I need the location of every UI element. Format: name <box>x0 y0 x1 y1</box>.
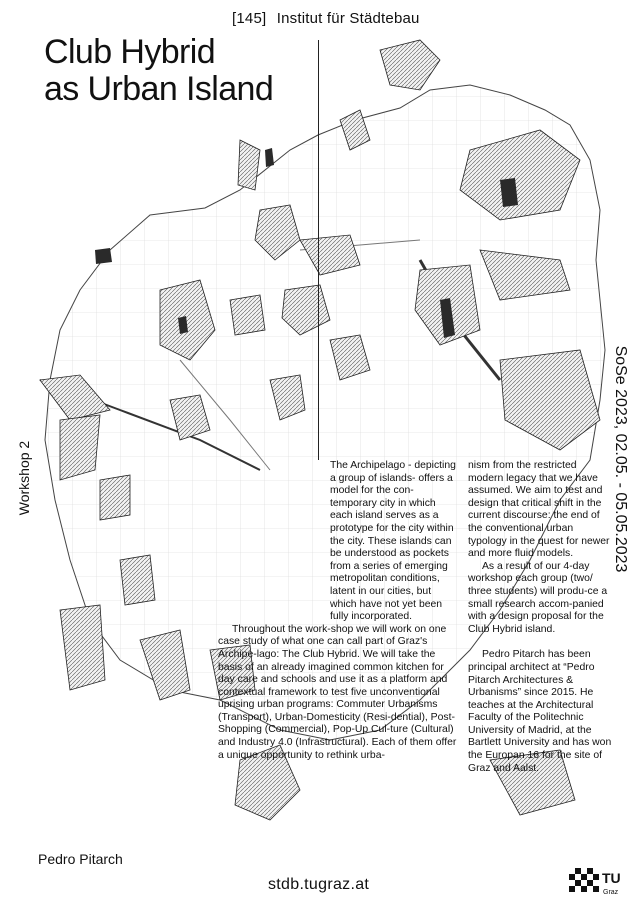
workshop-label: Workshop 2 <box>16 440 32 516</box>
island <box>60 415 100 480</box>
svg-text:TU: TU <box>602 870 621 886</box>
paragraph: Throughout the work-shop we will work on one case study of what one can call part of Graz's Archipe-lago: The Club Hybrid. We will take the basis of an already imagined common kitchen for day care and schools and use it as a platform and contextual framework to test five unconventional uprising urban programs: Commuter Urbanisms (Transport), Urban-Domesticity (Resi-dential), Post-Shopping (Commercial), Pop-Up Cul-ture (Cultural) and Industry 4.0 (Infrastructural). Each of them offer a unique opportunity to rethink urba- <box>218 623 457 761</box>
divider-line <box>318 40 319 460</box>
header-number: [145] <box>232 10 267 27</box>
island <box>380 40 440 90</box>
paragraph: As a result of our 4-day workshop each group (two/ three students) will produ-ce a small research accom-panied with a design proposal for the Club Hybrid island. <box>468 560 608 635</box>
island <box>230 295 265 335</box>
island <box>60 605 105 690</box>
svg-text:Graz: Graz <box>603 889 619 896</box>
semester-dates: SoSe 2023, 02.05. - 05.05.2023 <box>612 345 629 573</box>
island <box>120 555 155 605</box>
title-line-2: as Urban Island <box>44 70 274 108</box>
website-url[interactable]: stdb.tugraz.at <box>268 876 370 893</box>
header-institute: Institut für Städtebau <box>276 10 420 27</box>
paragraph: nism from the restricted modern legacy that we have assumed. We aim to test and design that critical shift in the current discourse: the end of the conventional urban typology in the quest for newer and more fluid models. <box>468 460 610 560</box>
title-line-1: Club Hybrid <box>44 33 216 71</box>
paragraph: The Archipelago - depicting a group of islands- offers a model for the con-temporary city in which each island serves as a prototype for the city within the city. These islands can be understood as pockets from a series of emerging metropolitan conditions, latent in our cities, but which have not yet been fully incorporated. <box>330 460 456 623</box>
island <box>100 475 130 520</box>
body-column-2 <box>468 460 614 775</box>
author-bio: Pedro Pitarch has been principal architect at “Pedro Pitarch Architectures & Urbanisms” since 2015. He teaches at the Architectural Faculty of the Politechnic University of Madrid, at the Bartlett University and has won the Europan 16 for the site of Graz and Aalst. <box>468 649 612 774</box>
body-column-1 <box>218 460 458 762</box>
author-name: Pedro Pitarch <box>38 851 123 867</box>
header <box>232 10 420 27</box>
tu-graz-logo <box>569 868 625 898</box>
poster-title <box>44 34 273 108</box>
